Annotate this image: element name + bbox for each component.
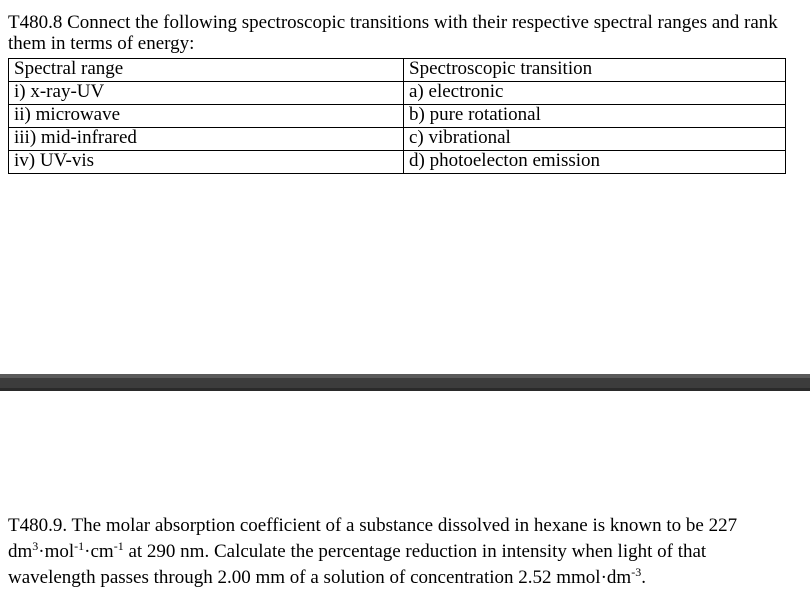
table-cell-range: iii) mid-infrared [9, 128, 404, 151]
superscript: -1 [113, 539, 124, 553]
question-2-body-1: The molar absorption coefficient of a substance dissolved in hexane is known to be 227 dm [8, 515, 738, 562]
question-1-id: T480.8 [8, 12, 63, 33]
page-divider [0, 374, 810, 391]
question-2-body-5: . [641, 567, 646, 588]
question-1-body: Connect the following spectroscopic transitions with their respective spectral ranges and rank them in terms of energy: [8, 12, 778, 54]
table-header-spectral-range: Spectral range [9, 59, 404, 82]
question-2-text [8, 513, 798, 591]
table-header-row [9, 59, 786, 82]
table-cell-transition: d) photoelecton emission [404, 151, 786, 174]
superscript: 3 [32, 539, 39, 553]
spectral-range-table [8, 58, 786, 174]
table-row [9, 128, 786, 151]
superscript: -1 [74, 539, 85, 553]
table-row [9, 105, 786, 128]
question-2-body-4: at 290 nm. Calculate the percentage reduction in intensity when light of that wavelength passes through 2.00 mm of a solution of concentration 2.52 mmol·dm [8, 541, 707, 588]
table-row [9, 151, 786, 174]
table-cell-range: iv) UV-vis [9, 151, 404, 174]
table-cell-range: ii) microwave [9, 105, 404, 128]
table-cell-transition: b) pure rotational [404, 105, 786, 128]
table-cell-range: i) x-ray-UV [9, 82, 404, 105]
question-2-id: T480.9. [8, 515, 68, 536]
superscript: -3 [631, 565, 642, 579]
table-row [9, 82, 786, 105]
question-2-body-3: ·cm [84, 541, 114, 562]
question-2-body-2: ·mol [38, 541, 75, 562]
table-cell-transition: c) vibrational [404, 128, 786, 151]
table-header-transition: Spectroscopic transition [404, 59, 786, 82]
table-cell-transition: a) electronic [404, 82, 786, 105]
question-1-text [8, 12, 798, 54]
